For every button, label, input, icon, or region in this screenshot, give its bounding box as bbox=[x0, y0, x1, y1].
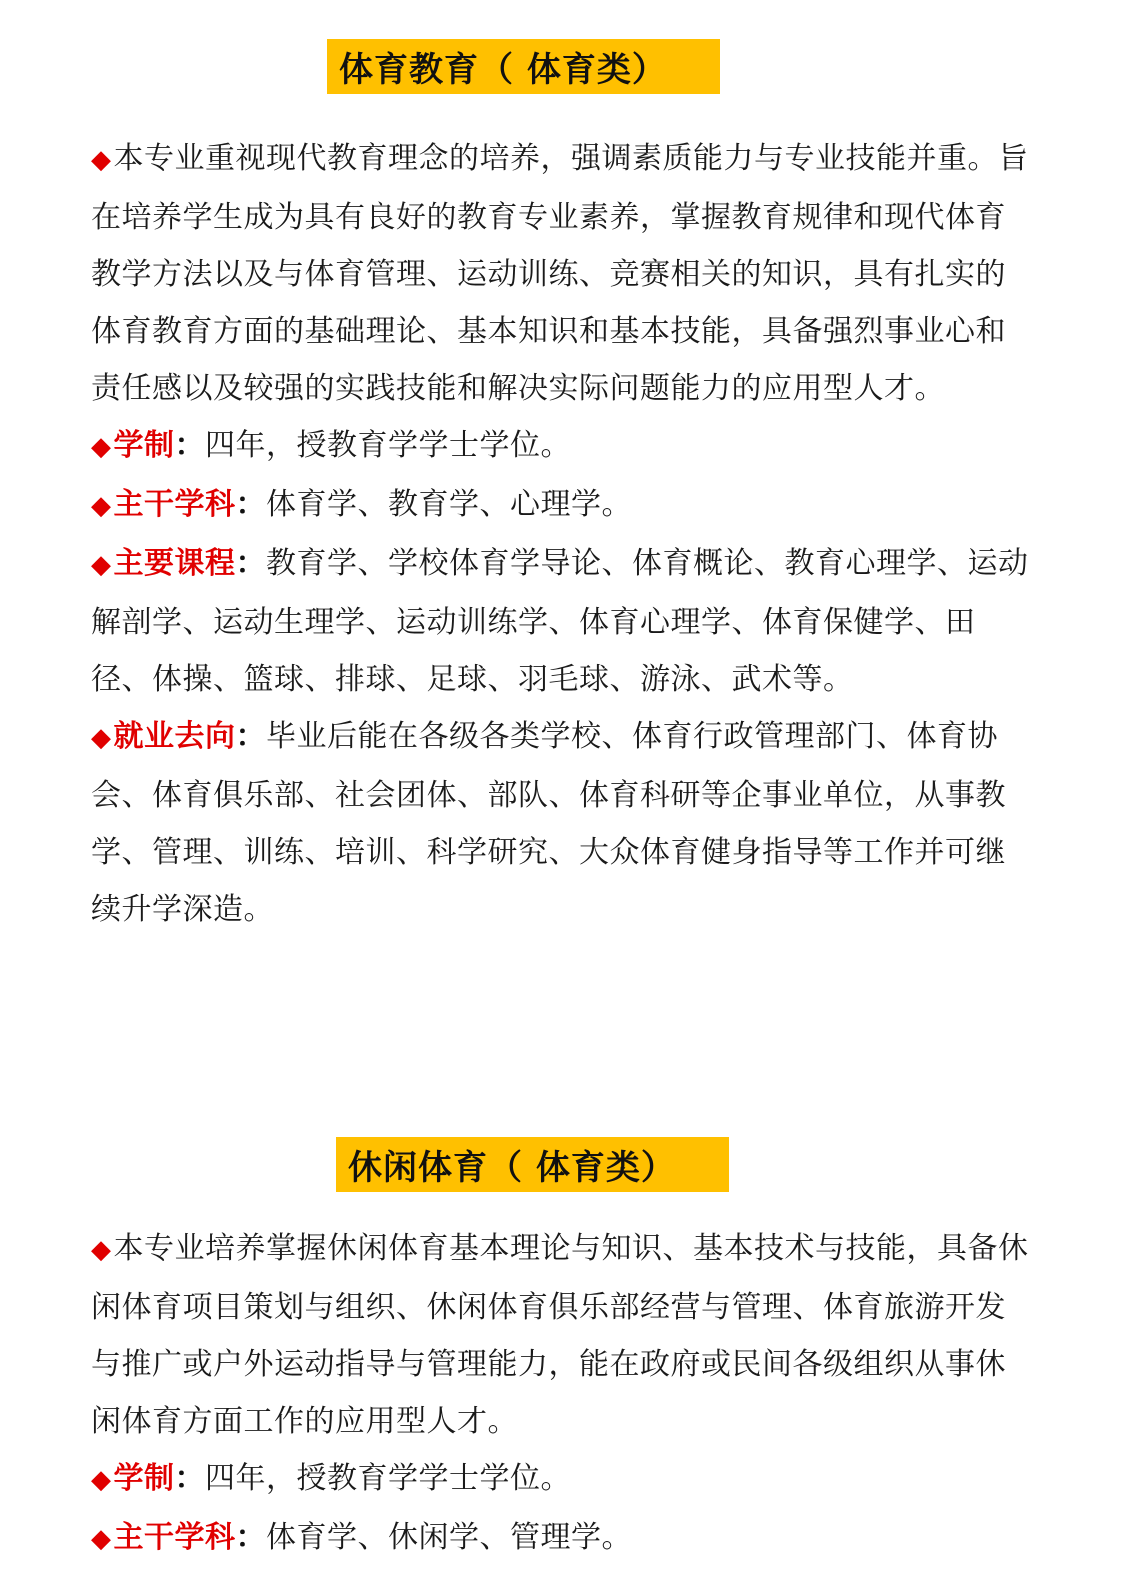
item-duration bbox=[91, 417, 1036, 476]
red-diamond-icon: ◆ bbox=[91, 723, 112, 753]
item-colon: ： bbox=[174, 428, 205, 463]
item-duration bbox=[91, 1450, 1036, 1509]
item-career-paths bbox=[91, 708, 1036, 938]
intro-paragraph bbox=[91, 1220, 1036, 1450]
section-title bbox=[327, 39, 720, 94]
intro-text: 本专业重视现代教育理念的培养，强调素质能力与专业技能并重。旨在培养学生成为具有良好的教育专业素养，掌握教育规律和现代体育教学方法以及与体育管理、运动训练、竞赛相关的知识，具有扎实的体育教育方面的基础理论、基本知识和基本技能，具备强烈事业心和责任感以及较强的实践技能和解决实际问题能力的应用型人才。 bbox=[91, 141, 1029, 406]
item-colon: ： bbox=[174, 1461, 205, 1496]
section-title-text: 体育教育（ 体育类） bbox=[339, 50, 667, 90]
item-main-courses bbox=[91, 535, 1036, 708]
item-colon: ： bbox=[235, 719, 266, 754]
item-colon: ： bbox=[235, 487, 266, 522]
item-label: 就业去向 bbox=[113, 719, 236, 754]
red-diamond-icon: ◆ bbox=[91, 1235, 112, 1265]
red-diamond-icon: ◆ bbox=[91, 1465, 112, 1495]
red-diamond-icon: ◆ bbox=[91, 432, 112, 462]
item-colon: ： bbox=[235, 546, 266, 581]
section-title bbox=[336, 1137, 729, 1192]
item-text: 体育学、教育学、心理学。 bbox=[266, 487, 632, 522]
item-colon: ： bbox=[235, 1520, 266, 1555]
section-body bbox=[91, 130, 1036, 938]
item-label: 学制 bbox=[113, 1461, 175, 1496]
red-diamond-icon: ◆ bbox=[91, 1524, 112, 1554]
item-label: 学制 bbox=[113, 428, 175, 463]
item-text: 教育学、学校体育学导论、体育概论、教育心理学、运动解剖学、运动生理学、运动训练学、体育心理学、体育保健学、田径、体操、篮球、排球、足球、羽毛球、游泳、武术等。 bbox=[91, 546, 1029, 697]
item-text: 四年，授教育学学士学位。 bbox=[205, 1461, 571, 1496]
intro-paragraph bbox=[91, 130, 1036, 417]
item-main-disciplines bbox=[91, 1509, 1036, 1568]
red-diamond-icon: ◆ bbox=[91, 145, 112, 175]
section-title-text: 休闲体育（ 体育类） bbox=[348, 1148, 676, 1188]
red-diamond-icon: ◆ bbox=[91, 550, 112, 580]
section-body bbox=[91, 1220, 1036, 1568]
intro-text: 本专业培养掌握休闲体育基本理论与知识、基本技术与技能，具备休闲体育项目策划与组织、休闲体育俱乐部经营与管理、体育旅游开发与推广或户外运动指导与管理能力，能在政府或民间各级组织从事休闲体育方面工作的应用型人才。 bbox=[91, 1231, 1029, 1439]
item-text: 毕业后能在各级各类学校、体育行政管理部门、体育协会、体育俱乐部、社会团体、部队、体育科研等企事业单位，从事教学、管理、训练、培训、科学研究、大众体育健身指导等工作并可继续升学深造。 bbox=[91, 719, 1006, 927]
item-main-disciplines bbox=[91, 476, 1036, 535]
item-label: 主要课程 bbox=[113, 546, 236, 581]
item-text: 四年，授教育学学士学位。 bbox=[205, 428, 571, 463]
red-diamond-icon: ◆ bbox=[91, 491, 112, 521]
item-text: 体育学、休闲学、管理学。 bbox=[266, 1520, 632, 1555]
item-label: 主干学科 bbox=[113, 487, 236, 522]
item-label: 主干学科 bbox=[113, 1520, 236, 1555]
